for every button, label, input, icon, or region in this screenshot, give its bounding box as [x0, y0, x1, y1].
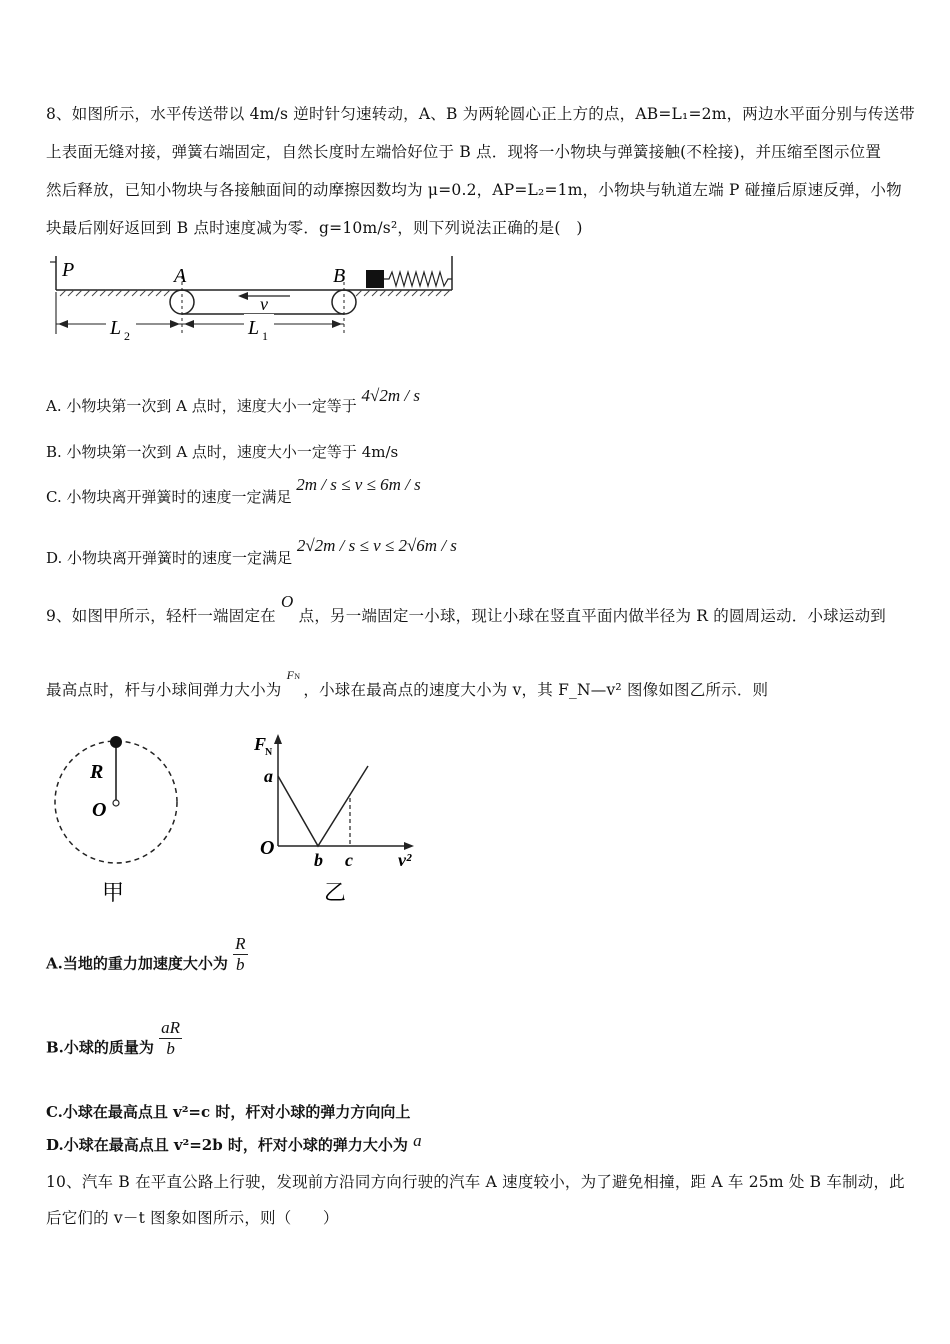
figure-jia	[50, 730, 190, 910]
q10-line-2: 后它们的 v－t 图象如图所示，则（ ）	[46, 1209, 339, 1227]
ball	[110, 736, 122, 748]
q9-option-B[interactable]	[46, 1018, 182, 1059]
FN-v2-graph	[278, 766, 368, 846]
q8-line-1: 8、如图所示，水平传送带以 4m/s 逆时针匀速转动，A、B 为两轮圆心正上方的点，AB=L₁=2m，两边水平面分别与传送带	[46, 105, 915, 123]
q8-option-B[interactable]	[46, 441, 398, 462]
q9-option-B-text: B.小球的质量为	[46, 1038, 154, 1057]
spring	[384, 272, 452, 286]
label-c: c	[345, 850, 353, 870]
q9-option-A-numerator: R	[235, 934, 246, 953]
q8-line-2: 上表面无缝对接，弹簧右端固定，自然长度时左端恰好位于 B 点．现将一小物块与弹簧接触(不栓接)，并压缩至图示位置	[46, 143, 882, 161]
q8-line-3: 然后释放，已知小物块与各接触面间的动摩擦因数均为 μ=0.2，AP=L₂=1m，小物块与轨道左端 P 碰撞后原速反弹，小物	[46, 181, 902, 199]
label-R: R	[90, 761, 104, 783]
q9-line-2-FN-sub: N	[294, 672, 301, 681]
q9-option-B-numerator: aR	[161, 1018, 181, 1037]
q9-line-2-FN-main: F	[286, 668, 295, 682]
caption-yi: 乙	[324, 880, 347, 905]
q9-line-2-FN	[287, 668, 304, 682]
q9-option-A-denominator: b	[236, 955, 245, 974]
q8-option-A[interactable]	[46, 386, 420, 416]
axis-y-sub: N	[265, 747, 273, 758]
axis-x-label: v²	[398, 850, 412, 870]
q8-option-D-math: 2√2m / s ≤ v ≤ 2√6m / s	[296, 536, 457, 555]
q9-option-D-text: D.小球在最高点且 v²=2b 时，杆对小球的弹力大小为	[46, 1136, 408, 1154]
q8-option-C[interactable]	[46, 475, 421, 507]
label-A: A	[174, 265, 187, 287]
q9-line-1	[46, 592, 886, 626]
q9-option-A-fraction	[233, 934, 247, 975]
pivot-O	[113, 800, 119, 806]
q9-option-C-text: C.小球在最高点且 v²=c 时，杆对小球的弹力方向向上	[46, 1103, 411, 1121]
q8-option-C-text: C. 小物块离开弹簧时的速度一定满足	[46, 488, 292, 506]
q9-option-D[interactable]	[46, 1131, 422, 1155]
label-B: B	[333, 265, 346, 287]
q9-option-A[interactable]	[46, 934, 248, 975]
q9-option-B-denominator: b	[166, 1039, 175, 1058]
q9-option-C[interactable]	[46, 1101, 410, 1122]
label-a: a	[264, 766, 273, 786]
q10-line-1: 10、汽车 B 在平直公路上行驶，发现前方沿同方向行驶的汽车 A 速度较小，为了避免相撞，距 A 车 25m 处 B 车制动，此	[46, 1173, 905, 1191]
q8-line-4: 块最后刚好返回到 B 点时速度减为零．g=10m/s²，则下列说法正确的是( )	[46, 219, 583, 237]
q9-line-1-post: 点，另一端固定一小球，现让小球在竖直平面内做半径为 R 的圆周运动．小球运动到	[298, 607, 886, 625]
label-L2: L	[110, 317, 122, 339]
label-O: O	[92, 799, 107, 821]
q8-option-D[interactable]	[46, 536, 457, 568]
q9-line-2-pre: 最高点时，杆与小球间弹力大小为	[46, 681, 282, 699]
q9-line-1-O: O	[281, 592, 294, 611]
q9-line-1-pre: 9、如图甲所示，轻杆一端固定在	[46, 607, 276, 625]
q8-option-D-text: D. 小物块离开弹簧时的速度一定满足	[46, 549, 293, 567]
q8-option-A-math: 4√2m / s	[361, 386, 420, 405]
figure-yi	[252, 728, 432, 908]
ground-hatching	[60, 290, 450, 296]
block	[366, 270, 384, 288]
label-b: b	[314, 850, 323, 870]
q8-option-B-text: B. 小物块第一次到 A 点时，速度大小一定等于 4m/s	[46, 443, 399, 461]
q9-line-2	[46, 668, 769, 700]
q9-line-2-post: ，小球在最高点的速度大小为 v，其 F_N—v² 图像如图乙所示．则	[303, 681, 769, 699]
q8-option-C-math: 2m / s ≤ v ≤ 6m / s	[296, 475, 421, 494]
label-origin: O	[260, 837, 275, 859]
label-L2-sub: 2	[124, 329, 130, 343]
label-v: v	[260, 294, 268, 314]
q9-option-A-text: A.当地的重力加速度大小为	[46, 954, 228, 973]
caption-jia: 甲	[102, 880, 125, 905]
q9-option-D-math: a	[413, 1131, 422, 1150]
label-P: P	[62, 259, 75, 281]
q8-option-A-text: A. 小物块第一次到 A 点时，速度大小一定等于	[46, 397, 357, 415]
q9-option-B-fraction	[159, 1018, 182, 1059]
axis-y-label: F	[254, 734, 267, 754]
label-L1: L	[248, 317, 260, 339]
conveyor-belt-figure	[46, 252, 466, 347]
label-L1-sub: 1	[262, 329, 268, 343]
